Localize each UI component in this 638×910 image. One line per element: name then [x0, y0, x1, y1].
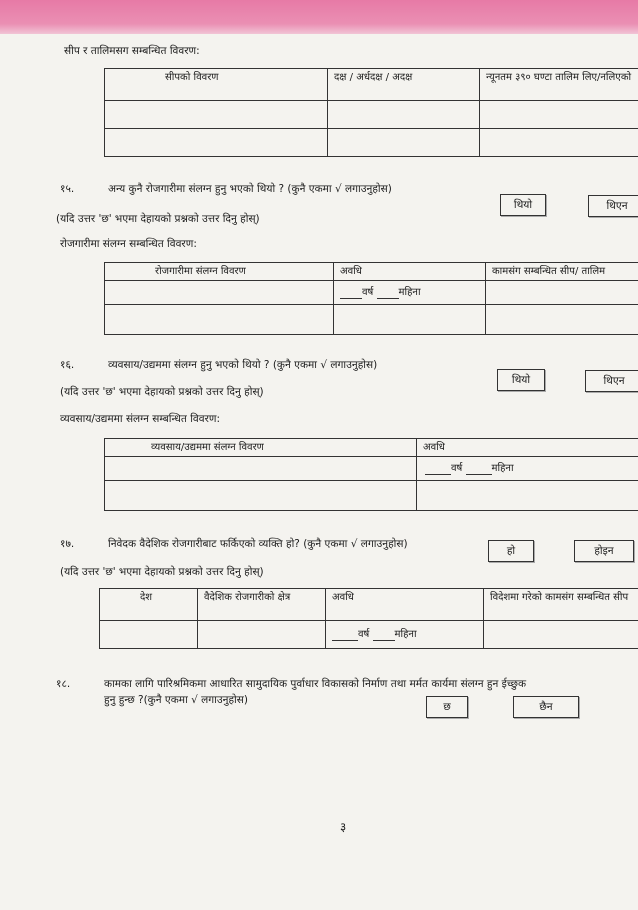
- employment-cell[interactable]: [486, 305, 638, 335]
- employment-table: [104, 262, 638, 335]
- foreign-cell[interactable]: [484, 621, 638, 649]
- business-cell[interactable]: [105, 481, 417, 511]
- q17-yes-box[interactable]: हो: [488, 540, 534, 562]
- employment-cell[interactable]: [105, 281, 334, 305]
- business-cell[interactable]: [417, 481, 638, 511]
- skills-table: [104, 68, 638, 157]
- q15-note: (यदि उत्तर 'छ' भएमा देहायको प्रश्नको उत्तर दिनु होस्): [56, 213, 260, 225]
- q16-subheading: व्यवसाय/उद्यममा संलग्न सम्बन्धित विवरण:: [60, 413, 221, 425]
- q15-number: १५.: [60, 183, 75, 195]
- month-label: महिना: [398, 287, 421, 298]
- q15-subheading: रोजगारीमा संलग्न सम्बन्धित विवरण:: [60, 238, 197, 250]
- business-table: [104, 438, 638, 511]
- skills-header-level: दक्ष / अर्धदक्ष / अदक्ष: [328, 69, 480, 101]
- employment-header-skill: कामसंग सम्बन्धित सीप/ तालिम: [486, 263, 638, 281]
- q16-yes-box[interactable]: थियो: [497, 369, 545, 391]
- skills-heading: सीप र तालिमसग सम्बन्धित विवरण:: [64, 45, 200, 57]
- page-number: ३: [340, 820, 347, 834]
- q18-question-line2: हुनु हुन्छ ?(कुनै एकमा √ लगाउनुहोस): [104, 694, 248, 706]
- employment-header-description: रोजगारीमा संलग्न विवरण: [105, 263, 334, 281]
- q17-number: १७.: [60, 538, 75, 550]
- q16-question: व्यवसाय/उद्यममा संलग्न हुनु भएको थियो ? (कुनै एकमा √ लगाउनुहोस): [108, 359, 378, 371]
- q16-no-box[interactable]: थिएन: [585, 370, 638, 392]
- skills-cell[interactable]: [105, 129, 328, 157]
- q16-number: १६.: [60, 359, 75, 371]
- business-header-description: व्यवसाय/उद्यममा संलग्न विवरण: [105, 439, 417, 457]
- employment-cell[interactable]: [486, 281, 638, 305]
- foreign-header-country: देश: [100, 589, 198, 621]
- q15-yes-box[interactable]: थियो: [500, 194, 546, 216]
- q18-no-box[interactable]: छैन: [513, 696, 579, 718]
- skills-cell[interactable]: [480, 129, 638, 157]
- q15-no-box[interactable]: थिएन: [588, 195, 638, 217]
- q18-question-line1: कामका लागि पारिश्रमिकमा आधारित सामुदायिक पुर्वाधार विकासको निर्माण तथा मर्मत कार्यमा संलग्न हुन ईच्छुक: [104, 678, 527, 690]
- year-label: वर्ष: [451, 463, 463, 474]
- business-cell[interactable]: [105, 457, 417, 481]
- q17-note: (यदि उत्तर 'छ' भएमा देहायको प्रश्नको उत्तर दिनु होस्): [60, 566, 264, 578]
- foreign-header-duration: अवधि: [326, 589, 484, 621]
- year-label: वर्ष: [362, 287, 374, 298]
- foreign-cell[interactable]: [198, 621, 326, 649]
- employment-header-duration: अवधि: [334, 263, 486, 281]
- year-label: वर्ष: [358, 629, 370, 640]
- q17-question: निवेदक वैदेशिक रोजगारीबाट फर्किएको व्यक्ति हो? (कुनै एकमा √ लगाउनुहोस): [108, 538, 408, 550]
- q17-no-box[interactable]: होइन: [574, 540, 634, 562]
- month-label: महिना: [394, 629, 417, 640]
- q15-question: अन्य कुनै रोजगारीमा संलग्न हुनु भएको थियो ? (कुनै एकमा √ लगाउनुहोस): [108, 183, 392, 195]
- skills-cell[interactable]: [328, 129, 480, 157]
- foreign-employment-table: [99, 588, 638, 649]
- skills-cell[interactable]: [328, 101, 480, 129]
- month-label: महिना: [491, 463, 514, 474]
- employment-cell[interactable]: [334, 305, 486, 335]
- q18-number: १८.: [56, 678, 71, 690]
- q16-note: (यदि उत्तर 'छ' भएमा देहायको प्रश्नको उत्तर दिनु होस्): [60, 386, 264, 398]
- foreign-cell[interactable]: [100, 621, 198, 649]
- foreign-header-skill: विदेशमा गरेको कामसंग सम्बन्धित सीप: [484, 589, 638, 621]
- q18-yes-box[interactable]: छ: [426, 696, 468, 718]
- foreign-header-sector: वैदेशिक रोजगारीको क्षेत्र: [198, 589, 326, 621]
- skills-header-description: सीपको विवरण: [105, 69, 328, 101]
- skills-cell[interactable]: [105, 101, 328, 129]
- page-top-band: [0, 0, 638, 34]
- skills-cell[interactable]: [480, 101, 638, 129]
- business-header-duration: अवधि: [417, 439, 638, 457]
- employment-cell[interactable]: [105, 305, 334, 335]
- skills-header-training: न्यूनतम ३९० घण्टा तालिम लिए/नलिएको: [480, 69, 638, 101]
